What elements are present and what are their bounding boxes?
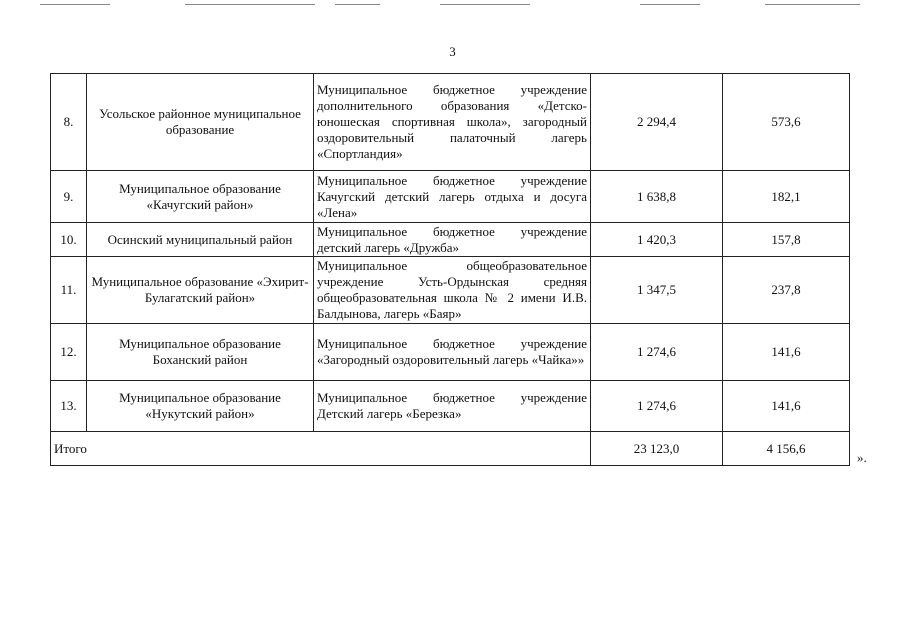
row-number: 10. — [51, 223, 87, 257]
scan-artifact-line — [40, 4, 110, 5]
scan-artifact-line — [185, 4, 315, 5]
total-label: Итого — [51, 432, 591, 466]
total-amount-second: 4 156,6 — [723, 432, 850, 466]
allocation-table — [50, 73, 850, 466]
table-row — [51, 223, 850, 257]
closing-quote-mark: ». — [857, 450, 867, 465]
scan-artifact-line — [335, 4, 380, 5]
municipality-name: Муниципальное образование «Нукутский район» — [87, 381, 314, 432]
total-amount-total: 23 123,0 — [591, 432, 723, 466]
row-number: 11. — [51, 257, 87, 324]
row-number: 12. — [51, 324, 87, 381]
institution-name: Муниципальное бюджетное учреждение детский лагерь «Дружба» — [314, 223, 591, 257]
table-row — [51, 324, 850, 381]
institution-name: Муниципальное бюджетное учреждение «Загородный оздоровительный лагерь «Чайка»» — [314, 324, 591, 381]
municipality-name: Муниципальное образование «Эхирит-Булагатский район» — [87, 257, 314, 324]
amount-total: 1 347,5 — [591, 257, 723, 324]
row-number: 8. — [51, 74, 87, 171]
amount-second: 182,1 — [723, 171, 850, 223]
scan-artifact-line — [440, 4, 530, 5]
table-row — [51, 381, 850, 432]
table-row — [51, 257, 850, 324]
institution-name: Муниципальное бюджетное учреждение дополнительного образования «Детско-юношеская спортивная школа», загородный оздоровительный палаточный лагерь «Спортландия» — [314, 74, 591, 171]
table-row — [51, 74, 850, 171]
municipality-name: Муниципальное образование «Качугский район» — [87, 171, 314, 223]
institution-name: Муниципальное общеобразовательное учреждение Усть-Ордынская средняя общеобразовательная школа № 2 имени И.В. Балдынова, лагерь «Баяр» — [314, 257, 591, 324]
row-number: 9. — [51, 171, 87, 223]
amount-second: 157,8 — [723, 223, 850, 257]
scan-artifact-line — [765, 4, 860, 5]
amount-second: 573,6 — [723, 74, 850, 171]
amount-total: 1 274,6 — [591, 324, 723, 381]
municipality-name: Усольское районное муниципальное образование — [87, 74, 314, 171]
amount-total: 1 274,6 — [591, 381, 723, 432]
table-row — [51, 171, 850, 223]
amount-second: 141,6 — [723, 324, 850, 381]
municipality-name: Муниципальное образование Боханский район — [87, 324, 314, 381]
institution-name: Муниципальное бюджетное учреждение Качугский детский лагерь отдыха и досуга «Лена» — [314, 171, 591, 223]
institution-name: Муниципальное бюджетное учреждение Детский лагерь «Березка» — [314, 381, 591, 432]
amount-second: 141,6 — [723, 381, 850, 432]
amount-total: 1 420,3 — [591, 223, 723, 257]
amount-total: 2 294,4 — [591, 74, 723, 171]
row-number: 13. — [51, 381, 87, 432]
scan-artifact-line — [640, 4, 700, 5]
amount-second: 237,8 — [723, 257, 850, 324]
page-number: 3 — [449, 44, 456, 59]
municipality-name: Осинский муниципальный район — [87, 223, 314, 257]
amount-total: 1 638,8 — [591, 171, 723, 223]
total-row — [51, 432, 850, 466]
